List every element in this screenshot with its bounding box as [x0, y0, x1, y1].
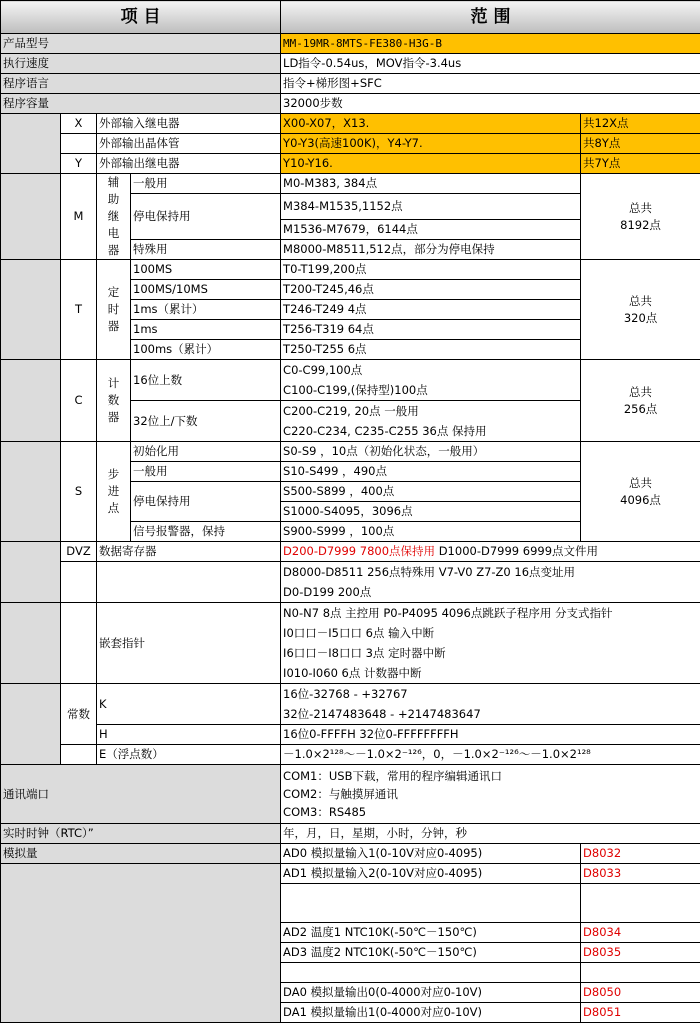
model-label: 产品型号 — [1, 34, 281, 54]
c-group-blank — [1, 360, 61, 442]
s-latch-label: 停电保持用 — [131, 482, 281, 522]
m-general-label: 一般用 — [131, 174, 281, 194]
t-label-5: 100ms（累计） — [131, 340, 281, 360]
analog-reg-2: D8033 — [581, 864, 700, 884]
d-value-1-red: D200-D7999 7800点保持用 — [283, 544, 435, 558]
lang-value: 指令+梯形图+SFC — [281, 74, 700, 94]
speed-value: LD指令-0.54us，MOV指令-3.4us — [281, 54, 700, 74]
capacity-value: 32000步数 — [281, 94, 700, 114]
header-item: 项 目 — [1, 1, 281, 34]
row-analog-1 — [1, 844, 700, 864]
y-code: Y — [61, 154, 97, 174]
row-capacity — [1, 94, 700, 114]
m-code: M — [61, 174, 97, 260]
row-lang — [1, 74, 700, 94]
c-up16-value: C0-C99,100点 C100-C199,(保持型)100点 — [281, 360, 581, 401]
capacity-label: 程序容量 — [1, 94, 281, 114]
s-general-label: 一般用 — [131, 462, 281, 482]
analog-reg-6 — [581, 963, 700, 983]
d-label-blank — [97, 562, 281, 603]
m-total: 总共 8192点 — [581, 174, 700, 260]
d-value-1-rest: D1000-D7999 6999点文件用 — [435, 544, 598, 558]
const-group-blank — [1, 684, 61, 765]
rtc-value: 年，月，日，星期，小时，分钟，秒 — [281, 824, 700, 844]
analog-value-1: AD0 模拟量输入1(0-10V对应0-4095) — [281, 844, 581, 864]
analog-value-2: AD1 模拟量输入2(0-10V对应0-4095) — [281, 864, 581, 884]
c-code: C — [61, 360, 97, 442]
analog-reg-7: D8050 — [581, 983, 700, 1003]
model-value: MM-19MR-8MTS-FE380-H3G-B — [281, 34, 700, 54]
t-value-2: T200-T245,46点 — [281, 280, 581, 300]
s-total: 总共 4096点 — [581, 442, 700, 542]
m-latch-value-1: M384-M1535,1152点 — [281, 194, 581, 220]
const-k-value: 16位-32768 - +32767 32位-2147483648 - +2147483647 — [281, 684, 700, 725]
c-updown32-value: C200-C219, 20点 一般用 C220-C234, C235-C255 36点 保持用 — [281, 401, 581, 442]
comm-label: 通讯端口 — [1, 765, 281, 824]
x-label: 外部输入继电器 — [97, 114, 281, 134]
s-group-label: 步 进 点 — [97, 442, 131, 542]
m-latch-value-2: M1536-M7679，6144点 — [281, 220, 581, 240]
m-latch-label: 停电保持用 — [131, 194, 281, 240]
d-group-blank — [1, 542, 61, 603]
row-x-input — [1, 114, 700, 134]
const-label: 常数 — [61, 684, 97, 745]
analog-reg-1: D8032 — [581, 844, 700, 864]
analog-value-7: DA0 模拟量输出0(0-4000对应0-10V) — [281, 983, 581, 1003]
row-rtc — [1, 824, 700, 844]
row-y-relay — [1, 154, 700, 174]
const-h-code: H — [97, 725, 281, 745]
c-total: 总共 256点 — [581, 360, 700, 442]
y-transistor-total: 共8Y点 — [581, 134, 700, 154]
t-label-1: 100MS — [131, 260, 281, 280]
y-label: 外部输出继电器 — [97, 154, 281, 174]
s-alarm-label: 信号报警器，保持 — [131, 522, 281, 542]
analog-reg-3 — [581, 884, 700, 923]
const-e-value: －1.0×2¹²⁸～－1.0×2⁻¹²⁶，0，－1.0×2⁻¹²⁶～－1.0×2¹²⁸ — [281, 745, 700, 765]
t-value-3: T246-T249 4点 — [281, 300, 581, 320]
t-value-4: T256-T319 64点 — [281, 320, 581, 340]
nest-code-blank — [61, 603, 97, 684]
m-group-blank — [1, 174, 61, 260]
x-value: X00-X07，X13. — [281, 114, 581, 134]
c-group-label: 计 数 器 — [97, 360, 131, 442]
row-nest — [1, 603, 700, 684]
s-latch-value-1: S500-S899 ，400点 — [281, 482, 581, 502]
m-special-value: M8000-M8511,512点，部分为停电保持 — [281, 240, 581, 260]
row-c-up16 — [1, 360, 700, 401]
t-value-1: T0-T199,200点 — [281, 260, 581, 280]
nest-label: 嵌套指针 — [97, 603, 281, 684]
analog-group-blank — [1, 864, 281, 1023]
nest-value: N0-N7 8点 主控用 P0-P4095 4096点跳跃子程序用 分支式指针 I0口口－I5口口 6点 输入中断 I6口口－I8口口 3点 定时器中断 I010-I060 6点 计数器中断 — [281, 603, 700, 684]
comm-value: COM1：USB下载，常用的程序编辑通讯口 COM2：与触摸屏通讯 COM3：RS485 — [281, 765, 700, 824]
x-total: 共12X点 — [581, 114, 700, 134]
t-label-4: 1ms — [131, 320, 281, 340]
header-range: 范 围 — [281, 1, 700, 34]
t-code: T — [61, 260, 97, 360]
analog-label: 模拟量 — [1, 844, 281, 864]
t-group-blank — [1, 260, 61, 360]
const-h-value: 16位0-FFFFH 32位0-FFFFFFFFH — [281, 725, 700, 745]
analog-value-5: AD3 温度2 NTC10K(-50℃－150℃) — [281, 943, 581, 963]
d-value-2: D8000-D8511 256点特殊用 V7-V0 Z7-Z0 16点变址用 D0-D199 200点 — [281, 562, 700, 603]
y-value: Y10-Y16. — [281, 154, 581, 174]
x-code: X — [61, 114, 97, 134]
analog-reg-4: D8034 — [581, 923, 700, 943]
row-s-init — [1, 442, 700, 462]
io-group-blank — [1, 114, 61, 174]
t-label-3: 1ms（累计） — [131, 300, 281, 320]
d-label: 数据寄存器 — [97, 542, 281, 562]
analog-value-6 — [281, 963, 581, 983]
row-d-2 — [1, 562, 700, 603]
row-t-1 — [1, 260, 700, 280]
row-const-e — [1, 745, 700, 765]
rtc-label: 实时时钟（RTC）” — [1, 824, 281, 844]
header-row — [1, 1, 700, 34]
t-value-5: T250-T255 6点 — [281, 340, 581, 360]
analog-value-8: DA1 模拟量输出1(0-4000对应0-10V) — [281, 1003, 581, 1023]
s-alarm-value: S900-S999 ，100点 — [281, 522, 581, 542]
row-speed — [1, 54, 700, 74]
row-const-k — [1, 684, 700, 725]
lang-label: 程序语言 — [1, 74, 281, 94]
analog-value-3 — [281, 884, 581, 923]
s-init-value: S0-S9 ，10点（初始化状态，一般用） — [281, 442, 581, 462]
const-e-code: E（浮点数） — [97, 745, 281, 765]
d-code: DVZ — [61, 542, 97, 562]
s-code: S — [61, 442, 97, 542]
row-model — [1, 34, 700, 54]
row-d-1 — [1, 542, 700, 562]
d-value-1 — [281, 542, 700, 562]
y-transistor-value: Y0-Y3(高速100K)，Y4-Y7. — [281, 134, 581, 154]
c-up16-label: 16位上数 — [131, 360, 281, 401]
analog-reg-8: D8051 — [581, 1003, 700, 1023]
d-code-blank — [61, 562, 97, 603]
speed-label: 执行速度 — [1, 54, 281, 74]
c-updown32-label: 32位上/下数 — [131, 401, 281, 442]
y-transistor-label: 外部输出晶体管 — [97, 134, 281, 154]
row-m-general — [1, 174, 700, 194]
analog-reg-5: D8035 — [581, 943, 700, 963]
s-group-blank — [1, 442, 61, 542]
const-k-code: K — [97, 684, 281, 725]
y-transistor-code — [61, 134, 97, 154]
t-label-2: 100MS/10MS — [131, 280, 281, 300]
m-general-value: M0-M383, 384点 — [281, 174, 581, 194]
analog-value-4: AD2 温度1 NTC10K(-50℃－150℃) — [281, 923, 581, 943]
row-comm — [1, 765, 700, 824]
const-e-blank — [61, 745, 97, 765]
nest-group-blank — [1, 603, 61, 684]
row-y-transistor — [1, 134, 700, 154]
m-group-label: 辅 助 继 电 器 — [97, 174, 131, 260]
t-total: 总共 320点 — [581, 260, 700, 360]
t-group-label: 定 时 器 — [97, 260, 131, 360]
s-latch-value-2: S1000-S4095，3096点 — [281, 502, 581, 522]
row-analog-2 — [1, 864, 700, 884]
m-special-label: 特殊用 — [131, 240, 281, 260]
row-const-h — [1, 725, 700, 745]
s-init-label: 初始化用 — [131, 442, 281, 462]
s-general-value: S10-S499 ，490点 — [281, 462, 581, 482]
y-total: 共7Y点 — [581, 154, 700, 174]
